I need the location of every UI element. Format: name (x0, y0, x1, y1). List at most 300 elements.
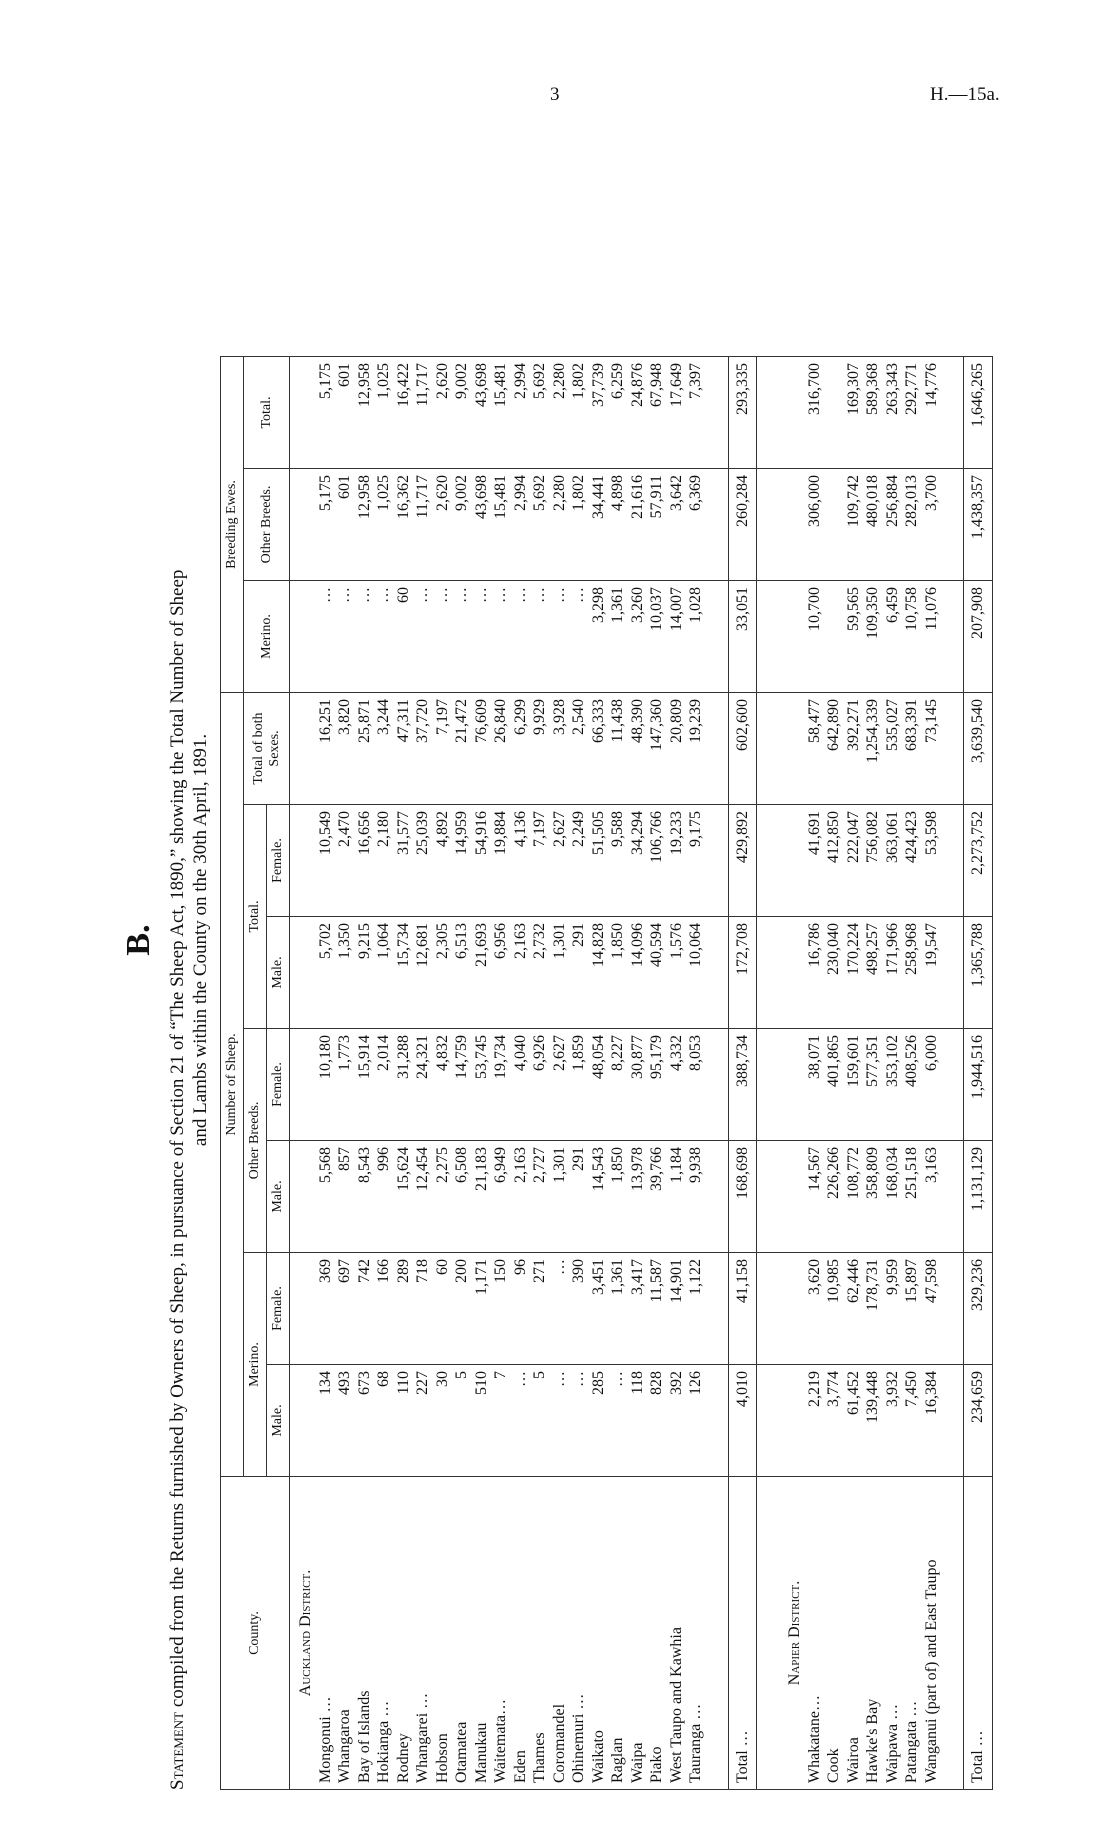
value-cell: 683,391 (902, 693, 922, 805)
table-row (686, 357, 706, 1790)
value-cell: 828 (647, 1365, 667, 1477)
county-name-cell: Bay of Islands (355, 1477, 375, 1790)
value-cell: 43,698 (472, 469, 492, 581)
col-merino-female: Female. (267, 1253, 290, 1365)
value-cell: 4,040 (511, 1029, 531, 1141)
value-cell (824, 581, 844, 693)
table-row (374, 357, 394, 1790)
value-cell: 178,731 (863, 1253, 883, 1365)
value-cell: 2,627 (550, 805, 570, 917)
value-cell: 11,587 (647, 1253, 667, 1365)
value-cell: 3,260 (628, 581, 648, 693)
value-cell: 106,766 (647, 805, 667, 917)
value-cell: 7,450 (902, 1365, 922, 1477)
value-cell: … (413, 581, 433, 693)
value-cell: 54,916 (472, 805, 492, 917)
value-cell: 2,163 (511, 917, 531, 1029)
value-cell: 673 (355, 1365, 375, 1477)
value-cell: 1,301 (550, 1141, 570, 1253)
county-name-cell: Wanganui (part of) and East Taupo (922, 1477, 942, 1790)
value-cell: 251,518 (902, 1141, 922, 1253)
value-cell: 263,343 (883, 357, 903, 469)
title-lead: Statement (167, 1711, 188, 1790)
value-cell: 21,183 (472, 1141, 492, 1253)
county-name-cell: Whangaroa (335, 1477, 355, 1790)
value-cell: 76,609 (472, 693, 492, 805)
value-cell: 2,620 (433, 357, 453, 469)
rotated-table-block (120, 90, 1080, 1790)
value-cell: … (569, 1365, 589, 1477)
value-cell: 34,294 (628, 805, 648, 917)
value-cell: 6,459 (883, 581, 903, 693)
value-cell: 260,284 (728, 469, 757, 581)
title-line2: and Lambs within the County on the 30th April, 1891. (190, 733, 211, 1147)
value-cell: 24,876 (628, 357, 648, 469)
value-cell: 4,898 (608, 469, 628, 581)
table-row (844, 357, 864, 1790)
value-cell: 53,745 (472, 1029, 492, 1141)
value-cell: 21,693 (472, 917, 492, 1029)
value-cell: 200 (452, 1253, 472, 1365)
value-cell: 41,158 (728, 1253, 757, 1365)
value-cell: 14,901 (667, 1253, 687, 1365)
col-number-of-sheep: Number of Sheep. (221, 693, 244, 1477)
value-cell: 15,481 (491, 357, 511, 469)
value-cell: 2,014 (374, 1029, 394, 1141)
table-row (628, 357, 648, 1790)
col-total: Total. (244, 805, 267, 1029)
table-row (335, 357, 355, 1790)
value-cell: 353,102 (883, 1029, 903, 1141)
spacer-row (706, 357, 729, 1790)
col-other-male: Male. (267, 1141, 290, 1253)
table-row (922, 357, 942, 1790)
value-cell: 21,616 (628, 469, 648, 581)
value-cell: 3,932 (883, 1365, 903, 1477)
value-cell: 62,446 (844, 1253, 864, 1365)
value-cell: 1,254,339 (863, 693, 883, 805)
value-cell: 1,438,357 (964, 469, 993, 581)
value-cell: 31,577 (394, 805, 414, 917)
value-cell: 5,175 (316, 469, 336, 581)
value-cell: 3,639,540 (964, 693, 993, 805)
value-cell: 1,576 (667, 917, 687, 1029)
value-cell: 51,505 (589, 805, 609, 917)
value-cell: 37,720 (413, 693, 433, 805)
value-cell: 9,938 (686, 1141, 706, 1253)
value-cell: 9,175 (686, 805, 706, 917)
col-total-male: Male. (267, 917, 290, 1029)
value-cell: 742 (355, 1253, 375, 1365)
value-cell: 2,540 (569, 693, 589, 805)
value-cell: 14,828 (589, 917, 609, 1029)
value-cell: 12,454 (413, 1141, 433, 1253)
value-cell: 16,786 (805, 917, 825, 1029)
district-heading-napier: Napier District. (779, 1477, 805, 1790)
value-cell: 6,513 (452, 917, 472, 1029)
value-cell: 66,333 (589, 693, 609, 805)
value-cell: … (550, 581, 570, 693)
value-cell: 2,732 (530, 917, 550, 1029)
value-cell: 3,928 (550, 693, 570, 805)
value-cell: 95,179 (647, 1029, 667, 1141)
value-cell: 1,122 (686, 1253, 706, 1365)
value-cell: 535,027 (883, 693, 903, 805)
county-name-cell: Raglan (608, 1477, 628, 1790)
value-cell: 10,064 (686, 917, 706, 1029)
value-cell: 68 (374, 1365, 394, 1477)
value-cell: 392 (667, 1365, 687, 1477)
value-cell: 61,452 (844, 1365, 864, 1477)
county-name-cell: Eden (511, 1477, 531, 1790)
value-cell: 5,175 (316, 357, 336, 469)
table-row (647, 357, 667, 1790)
value-cell: 498,257 (863, 917, 883, 1029)
value-cell: 96 (511, 1253, 531, 1365)
county-name-cell: Coromandel (550, 1477, 570, 1790)
value-cell: 493 (335, 1365, 355, 1477)
value-cell: … (491, 581, 511, 693)
value-cell: 14,959 (452, 805, 472, 917)
value-cell: 16,362 (394, 469, 414, 581)
value-cell: 316,700 (805, 357, 825, 469)
value-cell: 21,472 (452, 693, 472, 805)
value-cell: 24,321 (413, 1029, 433, 1141)
value-cell: 2,219 (805, 1365, 825, 1477)
value-cell: 358,809 (863, 1141, 883, 1253)
value-cell: 3,820 (335, 693, 355, 805)
value-cell: 2,280 (550, 469, 570, 581)
value-cell: 10,180 (316, 1029, 336, 1141)
value-cell: 14,759 (452, 1029, 472, 1141)
table-row (569, 357, 589, 1790)
value-cell: 9,959 (883, 1253, 903, 1365)
value-cell: 697 (335, 1253, 355, 1365)
value-cell: 363,061 (883, 805, 903, 917)
value-cell: 1,184 (667, 1141, 687, 1253)
value-cell: 19,547 (922, 917, 942, 1029)
value-cell: 480,018 (863, 469, 883, 581)
value-cell: 110 (394, 1365, 414, 1477)
value-cell: 67,948 (647, 357, 667, 469)
value-cell: 150 (491, 1253, 511, 1365)
value-cell: 3,417 (628, 1253, 648, 1365)
county-name-cell: Whangarei … (413, 1477, 433, 1790)
table-body (290, 357, 993, 1790)
sheep-statement-table (220, 356, 993, 1790)
value-cell: 1,028 (686, 581, 706, 693)
spacer-row (941, 357, 964, 1790)
value-cell: 222,047 (844, 805, 864, 917)
value-cell: 390 (569, 1253, 589, 1365)
table-row (472, 357, 492, 1790)
value-cell: … (452, 581, 472, 693)
value-cell: 108,772 (844, 1141, 864, 1253)
table-row (452, 357, 472, 1790)
value-cell: 6,508 (452, 1141, 472, 1253)
value-cell: 16,656 (355, 805, 375, 917)
value-cell: 19,734 (491, 1029, 511, 1141)
value-cell: 5 (530, 1365, 550, 1477)
value-cell: 33,051 (728, 581, 757, 693)
value-cell: 1,361 (608, 581, 628, 693)
value-cell: … (316, 581, 336, 693)
value-cell: 38,071 (805, 1029, 825, 1141)
value-cell: 996 (374, 1141, 394, 1253)
value-cell: … (433, 581, 453, 693)
page-number: 3 (550, 84, 560, 105)
value-cell: 510 (472, 1365, 492, 1477)
county-name-cell: Waipawa … (883, 1477, 903, 1790)
value-cell: 43,698 (472, 357, 492, 469)
value-cell: 6,926 (530, 1029, 550, 1141)
value-cell: 139,448 (863, 1365, 883, 1477)
value-cell: 3,451 (589, 1253, 609, 1365)
value-cell: 11,717 (413, 357, 433, 469)
value-cell: 7 (491, 1365, 511, 1477)
value-cell: 408,526 (902, 1029, 922, 1141)
county-name-cell: Otamatea (452, 1477, 472, 1790)
value-cell: 3,244 (374, 693, 394, 805)
value-cell: 7,197 (433, 693, 453, 805)
value-cell: 2,180 (374, 805, 394, 917)
value-cell: 10,985 (824, 1253, 844, 1365)
value-cell: 20,809 (667, 693, 687, 805)
value-cell: 10,037 (647, 581, 667, 693)
value-cell: 306,000 (805, 469, 825, 581)
value-cell: … (355, 581, 375, 693)
table-row (824, 357, 844, 1790)
value-cell: 1,365,788 (964, 917, 993, 1029)
table-row (316, 357, 336, 1790)
value-cell: 16,422 (394, 357, 414, 469)
value-cell: 1,025 (374, 469, 394, 581)
value-cell: 60 (433, 1253, 453, 1365)
value-cell: 159,601 (844, 1029, 864, 1141)
value-cell: 37,739 (589, 357, 609, 469)
value-cell: 9,002 (452, 357, 472, 469)
value-cell: 412,850 (824, 805, 844, 917)
district-heading-auckland: Auckland District. (290, 1477, 316, 1790)
value-cell: 57,911 (647, 469, 667, 581)
value-cell: 30 (433, 1365, 453, 1477)
county-name-cell: Rodney (394, 1477, 414, 1790)
value-cell: 15,897 (902, 1253, 922, 1365)
value-cell: 429,892 (728, 805, 757, 917)
county-name-cell: Hawke's Bay (863, 1477, 883, 1790)
value-cell: 4,010 (728, 1365, 757, 1477)
value-cell (824, 469, 844, 581)
value-cell: 756,082 (863, 805, 883, 917)
value-cell: 1,025 (374, 357, 394, 469)
value-cell: 292,771 (902, 357, 922, 469)
value-cell: 3,700 (922, 469, 942, 581)
value-cell: 3,620 (805, 1253, 825, 1365)
value-cell: 48,390 (628, 693, 648, 805)
value-cell: 59,565 (844, 581, 864, 693)
value-cell: 109,350 (863, 581, 883, 693)
value-cell: … (511, 1365, 531, 1477)
value-cell: 5,692 (530, 357, 550, 469)
value-cell: 5 (452, 1365, 472, 1477)
county-name-cell: Patangata … (902, 1477, 922, 1790)
county-name-cell: Total … (728, 1477, 757, 1790)
value-cell: 1,944,516 (964, 1029, 993, 1141)
value-cell: … (608, 1365, 628, 1477)
value-cell: 39,766 (647, 1141, 667, 1253)
value-cell: 5,692 (530, 469, 550, 581)
value-cell: 15,914 (355, 1029, 375, 1141)
value-cell: 602,600 (728, 693, 757, 805)
value-cell: 6,949 (491, 1141, 511, 1253)
value-cell: 53,598 (922, 805, 942, 917)
county-name-cell: Total … (964, 1477, 993, 1790)
value-cell: 4,832 (433, 1029, 453, 1141)
value-cell: 857 (335, 1141, 355, 1253)
value-cell: 19,233 (667, 805, 687, 917)
value-cell: 1,850 (608, 1141, 628, 1253)
value-cell: 1,773 (335, 1029, 355, 1141)
value-cell: 4,892 (433, 805, 453, 917)
value-cell: 6,369 (686, 469, 706, 581)
county-name-cell: Hokianga … (374, 1477, 394, 1790)
value-cell: 30,877 (628, 1029, 648, 1141)
value-cell: 169,307 (844, 357, 864, 469)
title-text: compiled from the Returns furnished by Owners of Sheep, in pursuance of Section 21 of “The Sheep Act, 1890,” showing the Total Number of Sheep (167, 569, 188, 1712)
value-cell (824, 357, 844, 469)
value-cell: 14,567 (805, 1141, 825, 1253)
value-cell: 6,956 (491, 917, 511, 1029)
value-cell: 2,994 (511, 357, 531, 469)
value-cell: 26,840 (491, 693, 511, 805)
value-cell: 126 (686, 1365, 706, 1477)
table-row (902, 357, 922, 1790)
value-cell: 10,758 (902, 581, 922, 693)
table-row (863, 357, 883, 1790)
value-cell: 58,477 (805, 693, 825, 805)
value-cell: 11,076 (922, 581, 942, 693)
value-cell: 8,543 (355, 1141, 375, 1253)
value-cell: 3,298 (589, 581, 609, 693)
value-cell: 6,259 (608, 357, 628, 469)
value-cell: 13,978 (628, 1141, 648, 1253)
value-cell: 2,620 (433, 469, 453, 581)
value-cell: 48,054 (589, 1029, 609, 1141)
value-cell: 7,197 (530, 805, 550, 917)
table-row (511, 357, 531, 1790)
value-cell: 230,040 (824, 917, 844, 1029)
table-letter: B. (120, 924, 157, 956)
county-name-cell: Ohinemuri … (569, 1477, 589, 1790)
value-cell: 166 (374, 1253, 394, 1365)
value-cell: … (374, 581, 394, 693)
value-cell: 285 (589, 1365, 609, 1477)
value-cell: 291 (569, 1141, 589, 1253)
col-other-female: Female. (267, 1029, 290, 1141)
value-cell: 642,890 (824, 693, 844, 805)
county-name-cell: Thames (530, 1477, 550, 1790)
value-cell: … (550, 1253, 570, 1365)
total-row-napier (964, 357, 993, 1790)
county-name-cell: Waitemata… (491, 1477, 511, 1790)
value-cell: 5,568 (316, 1141, 336, 1253)
value-cell: 9,588 (608, 805, 628, 917)
value-cell: 118 (628, 1365, 648, 1477)
county-name-cell: Manukau (472, 1477, 492, 1790)
value-cell: 258,968 (902, 917, 922, 1029)
value-cell: 12,681 (413, 917, 433, 1029)
county-name-cell: Piako (647, 1477, 667, 1790)
value-cell: … (472, 581, 492, 693)
value-cell: 14,096 (628, 917, 648, 1029)
value-cell: 1,301 (550, 917, 570, 1029)
value-cell: 227 (413, 1365, 433, 1477)
value-cell: 1,859 (569, 1029, 589, 1141)
col-breeding-ewes: Breeding Ewes. (221, 357, 244, 693)
document-reference: H.—15a. (930, 84, 1000, 105)
value-cell: 168,034 (883, 1141, 903, 1253)
value-cell: 14,776 (922, 357, 942, 469)
value-cell: 1,350 (335, 917, 355, 1029)
value-cell: 424,423 (902, 805, 922, 917)
value-cell: 4,136 (511, 805, 531, 917)
value-cell: 293,335 (728, 357, 757, 469)
col-total-both-sexes: Total of both Sexes. (244, 693, 290, 805)
value-cell: 718 (413, 1253, 433, 1365)
value-cell: 6,299 (511, 693, 531, 805)
value-cell: 601 (335, 469, 355, 581)
total-row-auckland (728, 357, 757, 1790)
county-name-cell: Waikato (589, 1477, 609, 1790)
col-ewes-other: Other Breeds. (244, 469, 290, 581)
value-cell: 226,266 (824, 1141, 844, 1253)
value-cell: 171,966 (883, 917, 903, 1029)
table-row (608, 357, 628, 1790)
col-county: County. (221, 1477, 290, 1790)
value-cell: 1,802 (569, 469, 589, 581)
col-other-breeds: Other Breeds. (244, 1029, 267, 1253)
value-cell: 172,708 (728, 917, 757, 1029)
table-row (491, 357, 511, 1790)
value-cell: 577,351 (863, 1029, 883, 1141)
value-cell: … (511, 581, 531, 693)
value-cell: 9,002 (452, 469, 472, 581)
value-cell: 282,013 (902, 469, 922, 581)
value-cell: 60 (394, 581, 414, 693)
value-cell: 1,646,265 (964, 357, 993, 469)
value-cell: 8,053 (686, 1029, 706, 1141)
value-cell: 256,884 (883, 469, 903, 581)
county-name-cell: Tauranga … (686, 1477, 706, 1790)
value-cell: 2,249 (569, 805, 589, 917)
value-cell: 1,802 (569, 357, 589, 469)
value-cell: 134 (316, 1365, 336, 1477)
value-cell: 1,131,129 (964, 1141, 993, 1253)
value-cell: 17,649 (667, 357, 687, 469)
value-cell: … (569, 581, 589, 693)
value-cell: 5,702 (316, 917, 336, 1029)
value-cell: 3,774 (824, 1365, 844, 1477)
value-cell: 1,064 (374, 917, 394, 1029)
table-row (433, 357, 453, 1790)
value-cell: 12,958 (355, 357, 375, 469)
value-cell: 2,280 (550, 357, 570, 469)
county-name-cell: Cook (824, 1477, 844, 1790)
value-cell: 401,865 (824, 1029, 844, 1141)
value-cell: 10,700 (805, 581, 825, 693)
value-cell: 4,332 (667, 1029, 687, 1141)
table-row (355, 357, 375, 1790)
